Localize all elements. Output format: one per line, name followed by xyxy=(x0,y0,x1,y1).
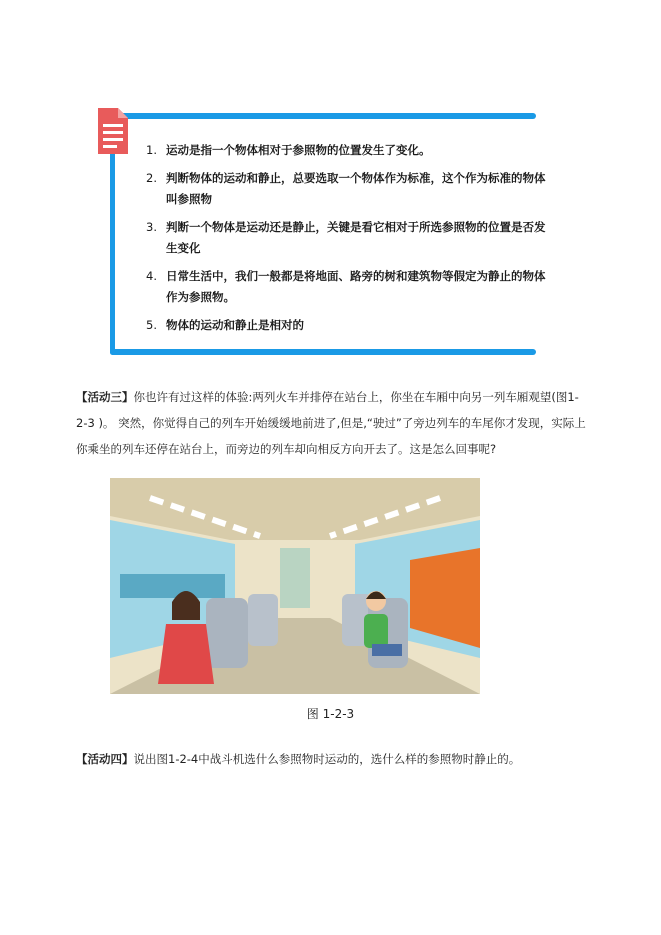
point-text: 运动是指一个物体相对于参照物的位置发生了变化。 xyxy=(166,143,431,157)
figure-caption: 图 1-2-3 xyxy=(306,707,355,721)
point-text: 物体的运动和静止是相对的 xyxy=(166,318,304,332)
train-interior-illustration xyxy=(110,478,480,694)
point-number: 1. xyxy=(146,143,157,157)
point-number: 5. xyxy=(146,318,157,332)
summary-point-5 xyxy=(146,315,546,336)
summary-point-3 xyxy=(146,217,546,259)
point-number: 2. xyxy=(146,171,157,185)
activity-4-paragraph xyxy=(76,746,588,772)
activity-3-tag: 【活动三】 xyxy=(76,390,134,404)
summary-top-border xyxy=(114,113,536,119)
summary-point-1 xyxy=(146,140,546,161)
summary-point-4 xyxy=(146,266,546,308)
point-text: 判断一个物体是运动还是静止，关键是看它相对于所选参照物的位置是否发生变化 xyxy=(166,220,546,255)
summary-bottom-border xyxy=(110,349,536,355)
summary-box xyxy=(96,100,546,358)
point-number: 4. xyxy=(146,269,157,283)
point-text: 日常生活中，我们一般都是将地面、路旁的树和建筑物等假定为静止的物体作为参照物。 xyxy=(166,269,546,304)
activity-3-text: 你也许有过这样的体验:两列火车并排停在站台上，你坐在车厢中向另一列车厢观望(图1-2-3 )。 突然，你觉得自己的列车开始缓缓地前进了,但是,“驶过”了旁边列车的车尾你才发现，实际上你乘坐的列车还停在站台上，而旁边的列车却向相反方向开去了。这是怎么回事呢? xyxy=(76,390,586,456)
document-icon xyxy=(96,100,130,156)
summary-points xyxy=(146,140,546,343)
summary-point-2 xyxy=(146,168,546,210)
point-number: 3. xyxy=(146,220,157,234)
activity-4-text: 说出图1-2-4中战斗机选什么参照物时运动的，选什么样的参照物时静止的。 xyxy=(133,752,521,766)
activity-3-paragraph xyxy=(76,384,588,462)
activity-4-tag: 【活动四】 xyxy=(76,752,134,766)
point-text: 判断物体的运动和静止，总要选取一个物体作为标准，这个作为标准的物体叫参照物 xyxy=(166,171,546,206)
